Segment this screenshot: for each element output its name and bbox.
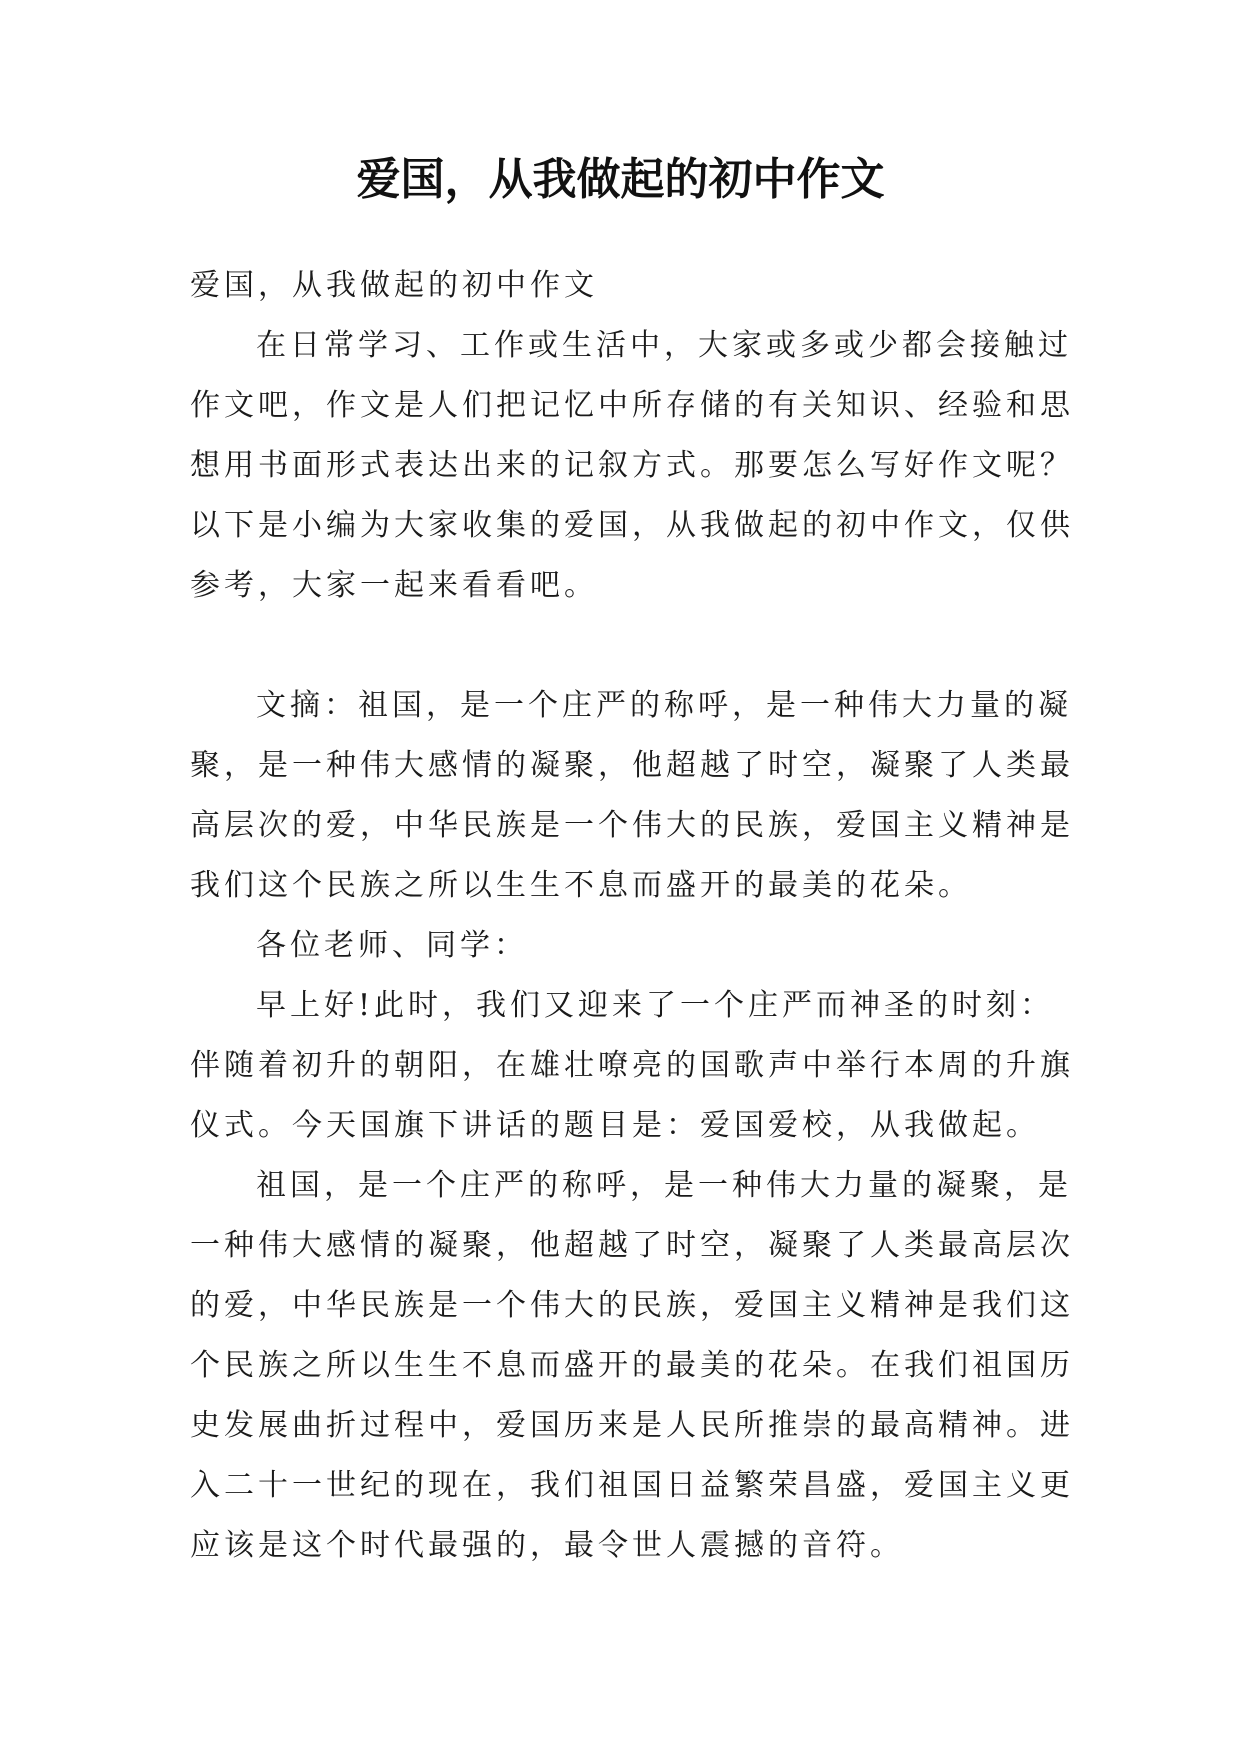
greeting-line: 各位老师、同学： <box>256 928 528 963</box>
abstract-paragraph-line: 我们这个民族之所以生生不息而盛开的最美的花朵。 <box>190 868 972 903</box>
intro-paragraph-line: 参考，大家一起来看看吧。 <box>190 568 598 603</box>
paragraph-spacer <box>190 616 1066 676</box>
main-paragraph-line: 史发展曲折过程中，爱国历来是人民所推崇的最高精神。进 <box>190 1408 1074 1443</box>
main-paragraph-line: 入二十一世纪的现在，我们祖国日益繁荣昌盛，爱国主义更 <box>190 1468 1074 1503</box>
abstract-paragraph-line: 聚，是一种伟大感情的凝聚，他超越了时空，凝聚了人类最 <box>190 748 1074 783</box>
abstract-paragraph-line: 文摘：祖国，是一个庄严的称呼，是一种伟大力量的凝 <box>256 688 1072 723</box>
intro-paragraph-line: 以下是小编为大家收集的爱国，从我做起的初中作文，仅供 <box>190 508 1074 543</box>
intro-paragraph-line: 想用书面形式表达出来的记叙方式。那要怎么写好作文呢？ <box>190 448 1074 483</box>
abstract-paragraph-line: 高层次的爱，中华民族是一个伟大的民族，爱国主义精神是 <box>190 808 1074 843</box>
main-paragraph-line: 一种伟大感情的凝聚，他超越了时空，凝聚了人类最高层次 <box>190 1228 1074 1263</box>
opening-paragraph-line: 仪式。今天国旗下讲话的题目是：爱国爱校，从我做起。 <box>190 1108 1040 1143</box>
main-paragraph-line: 的爱，中华民族是一个伟大的民族，爱国主义精神是我们这 <box>190 1288 1074 1323</box>
intro-paragraph-line: 作文吧，作文是人们把记忆中所存储的有关知识、经验和思 <box>190 388 1074 423</box>
main-paragraph-line: 个民族之所以生生不息而盛开的最美的花朵。在我们祖国历 <box>190 1348 1074 1383</box>
main-paragraph-line: 应该是这个时代最强的，最令世人震撼的音符。 <box>190 1528 904 1563</box>
opening-paragraph-line: 早上好!此时，我们又迎来了一个庄严而神圣的时刻： <box>256 988 1055 1023</box>
main-paragraph-line: 祖国，是一个庄严的称呼，是一种伟大力量的凝聚，是 <box>256 1168 1072 1203</box>
document-body <box>190 256 1074 1576</box>
subtitle-line: 爱国，从我做起的初中作文 <box>190 268 598 303</box>
intro-paragraph-line: 在日常学习、工作或生活中，大家或多或少都会接触过 <box>256 328 1072 363</box>
document-title: 爱国，从我做起的初中作文 <box>356 154 885 205</box>
opening-paragraph-line: 伴随着初升的朝阳，在雄壮嘹亮的国歌声中举行本周的升旗 <box>190 1048 1074 1083</box>
